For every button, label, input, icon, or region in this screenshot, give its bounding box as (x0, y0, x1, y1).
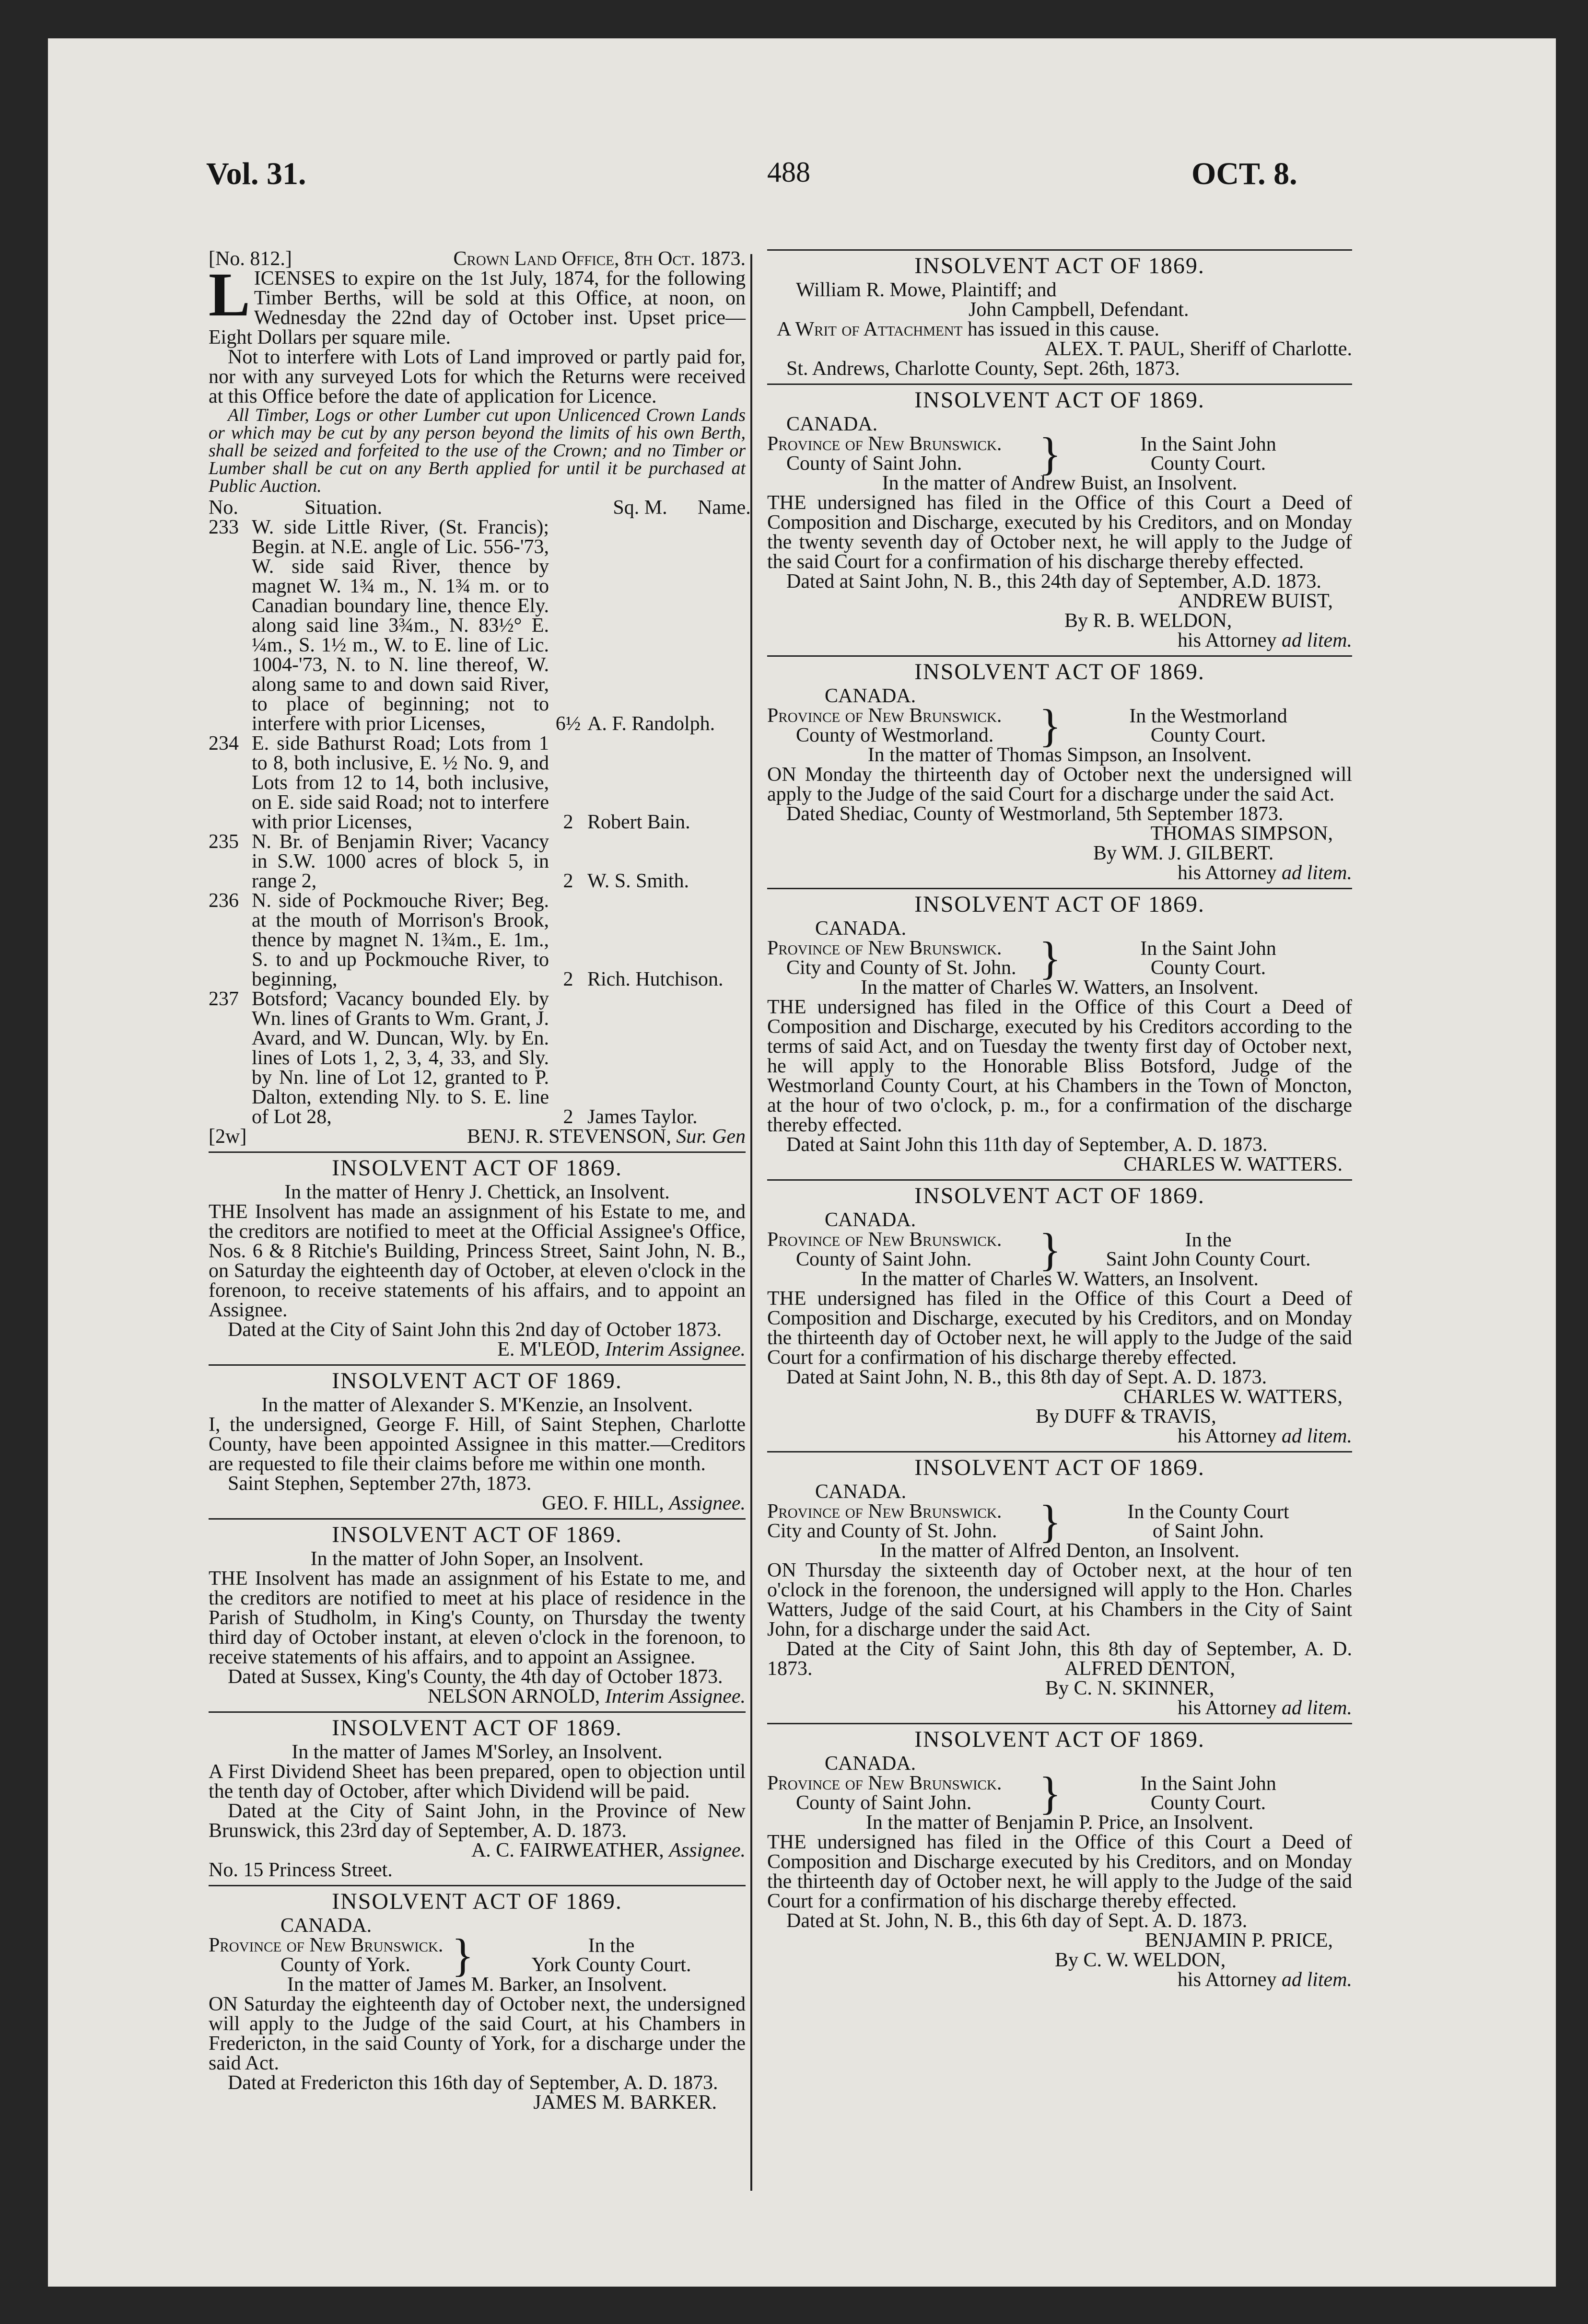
insolvent-notice: INSOLVENT ACT OF 1869. William R. Mowe, Plaintiff; and John Campbell, Defendant. A Writ of Attachment has issued in this cause. ALEX. T. PAUL, Sheriff of Charlotte. St. Andrews, Charlotte County, Sept. 26th, 1873. (767, 254, 1352, 379)
gazette-page (48, 38, 1556, 2287)
notice-title: INSOLVENT ACT OF 1869. (332, 1889, 622, 1914)
brace-glyph: } (1039, 932, 1062, 984)
berth-row: 235 N. Br. of Benjamin River; Vacancy in S.W. 1000 acres of block 5, in range 2, 2 W. S. Smith. (209, 831, 689, 892)
brace-glyph: } (1039, 1767, 1062, 1819)
notice-title: INSOLVENT ACT OF 1869. (914, 659, 1205, 685)
insolvent-notice: INSOLVENT ACT OF 1869. CANADA. Province of New Brunswick. City and County of St. John. } In the Saint John County Court. In the matter of Charles W. Watters, an Insolvent. THE undersigned has filed in the Office of this Court a Deed of Composition and Discharge, executed by his Creditors according to the terms of said Act, and on Tuesday the twenty first day of October next, he will apply to the Honorable Bliss Botsford, Judge of the Westmorland County Court, at his Chambers in the Town of Moncton, at the hour of two o'clock, p. m., for a confirmation of the discharge thereby effected. Dated at Saint John this 11th day of September, A. D. 1873. CHARLES W. WATTERS. (767, 892, 1352, 1175)
insolvent-notice: INSOLVENT ACT OF 1869. In the matter of James M'Sorley, an Insolvent. A First Dividend Sheet has been prepared, open to objection until the tenth day of October, after which Dividend will be paid. Dated at the City of Saint John, in the Province of New Brunswick, this 23rd day of September, A. D. 1873. A. C. FAIRWEATHER, Assignee. No. 15 Princess Street. (209, 1715, 746, 1881)
brace-glyph: } (1039, 428, 1062, 479)
matter-line: In the matter of Alexander S. M'Kenzie, an Insolvent. (261, 1394, 693, 1416)
berth-row: 233 W. side Little River, (St. Francis); Begin. at N.E. angle of Lic. 556-'73, W. side said River, thence by magnet W. 1¾ m., N. 1¾ m. or to Canadian boundary line, thence Ely. along said line 3¾m., N. 83½° E. ¼m., S. 1½ m., W. to E. line of Lic. 1004-'73, N. to N. line thereof, W. along same to and down said River, to place of beginning; not to interfere with prior Licenses, 6½ A. F. Randolph. (209, 516, 715, 735)
matter-line: In the matter of James M'Sorley, an Insolvent. (292, 1741, 663, 1763)
matter-line: In the matter of James M. Barker, an Insolvent. (287, 1974, 667, 1996)
notice-divider (209, 1364, 746, 1366)
berth-row: 236 N. side of Pockmouche River; Beg. at the mouth of Morrison's Brook, thence by magnet N. 1¾m., E. 1m., S. to and up Pockmouche River, to beginning, 2 Rich. Hutchison. (209, 890, 724, 990)
insolvent-notice: INSOLVENT ACT OF 1869. CANADA. Province of New Brunswick. County of Saint John. } In the Saint John County Court. In the matter of Charles W. Watters, an Insolvent. THE undersigned has filed in the Office of this Court a Deed of Composition and Discharge, executed by his Creditors, and on Monday the thirteenth day of October next, he will apply to the Judge of the said Court for a confirmation of his discharge thereby effected. Dated at Saint John, N. B., this 8th day of Sept. A. D. 1873. CHARLES W. WATTERS, By DUFF & TRAVIS, his Attorney ad litem. (767, 1183, 1352, 1447)
matter-line: In the matter of Henry J. Chettick, an Insolvent. (284, 1181, 670, 1203)
berth-row: 234 E. side Bathurst Road; Lots from 1 to 8, both inclusive, E. ½ No. 9, and Lots from 12 to 14, both inclusive, on E. side said Road; not to interfere with prior Licenses, 2 Robert Bain. (209, 732, 690, 833)
notice-title: INSOLVENT ACT OF 1869. (332, 1715, 622, 1741)
notice-divider (767, 655, 1352, 657)
insolvent-notice: INSOLVENT ACT OF 1869. CANADA. Province of New Brunswick. County of Saint John. } In the Saint John County Court. In the matter of Benjamin P. Price, an Insolvent. THE undersigned has filed in the Office of this Court a Deed of Composition and Discharge executed by his Creditors, and on Monday the thirteenth day of October next, he will apply to the Judge of the said Court for a confirmation of his discharge thereby effected. Dated at St. John, N. B., this 6th day of Sept. A. D. 1873. BENJAMIN P. PRICE, By C. W. WELDON, his Attorney ad litem. (767, 1727, 1352, 1991)
column-divider (750, 254, 752, 2191)
notice-title: INSOLVENT ACT OF 1869. (914, 1727, 1205, 1752)
notice-divider (767, 888, 1352, 889)
matter-line: In the matter of Charles W. Watters, an Insolvent. (861, 976, 1259, 999)
matter-line: In the matter of Charles W. Watters, an Insolvent. (861, 1268, 1259, 1290)
insolvent-notice: INSOLVENT ACT OF 1869. In the matter of John Soper, an Insolvent. THE Insolvent has made an assignment of his Estate to me, and the creditors are notified to meet at his place of residence in the Parish of Studholm, in King's County, on Thursday the twenty third day of October instant, at eleven o'clock in the forenoon, to receive statements of his affairs, and to appoint an Assignee. Dated at Sussex, King's County, the 4th day of October 1873. NELSON ARNOLD, Interim Assignee. (209, 1522, 746, 1708)
brace-glyph: } (1039, 700, 1062, 751)
notice-title: INSOLVENT ACT OF 1869. (332, 1522, 622, 1547)
page-number: 488 (767, 156, 810, 188)
brace-glyph: } (1039, 1224, 1062, 1275)
insolvent-notice: INSOLVENT ACT OF 1869. In the matter of Alexander S. M'Kenzie, an Insolvent. I, the undersigned, George F. Hill, of Saint Stephen, Charlotte County, have been appointed Assignee in this matter.—Creditors are requested to file their claims before me within one month. Saint Stephen, September 27th, 1873. GEO. F. HILL, Assignee. (209, 1368, 746, 1514)
crown-para-2: Not to interfere with Lots of Land improved or partly paid for, nor with any surveyed Lots for which the Returns were received at this Office before the date of application for Licence. (209, 346, 746, 407)
matter-line: In the matter of John Soper, an Insolvent. (310, 1548, 644, 1570)
crown-signature-line: [2w] BENJ. R. STEVENSON, Sur. Gen (209, 1126, 746, 1148)
notice-title: INSOLVENT ACT OF 1869. (914, 387, 1205, 413)
matter-line: In the matter of Alfred Denton, an Insolvent. (880, 1540, 1239, 1562)
matter-line: In the matter of Andrew Buist, an Insolvent. (882, 472, 1238, 494)
notice-divider (209, 1518, 746, 1520)
notice-title: INSOLVENT ACT OF 1869. (914, 892, 1205, 917)
berth-row: 237 Botsford; Vacancy bounded Ely. by Wn. lines of Grants to Wm. Grant, J. Avard, and W. Duncan, Wly. by En. lines of Lots 1, 2, 3, 4, 33, and Sly. by Nn. line of Lot 12, granted to P. Dalton, extending Nly. to S. E. line of Lot 28, 2 James Taylor. (209, 988, 698, 1128)
notice-divider (767, 1179, 1352, 1181)
office-dateline: Crown Land Office, 8th Oct. 1873. (453, 248, 746, 270)
court-block: Province of New Brunswick. County of Saint John. } In the Saint John County Court. (767, 1224, 1311, 1275)
insolvent-notice: INSOLVENT ACT OF 1869. In the matter of Henry J. Chettick, an Insolvent. THE Insolvent has made an assignment of his Estate to me, and the creditors are notified to meet at the Official Assignee's Office, Nos. 6 & 8 Ritchie's Building, Princess Street, Saint John, N. B., on Saturday the eighteenth day of October, at eleven o'clock in the forenoon, to receive statements of his affairs, and to appoint an Assignee. Dated at the City of Saint John this 2nd day of October 1873. E. M'LEOD, Interim Assignee. (209, 1155, 746, 1360)
court-block: Province of New Brunswick. County of York. } In the York County Court. (209, 1929, 691, 1981)
crown-para-1: LICENSES to expire on the 1st July, 1874, for the following Timber Berths, will be sold at this Office, at noon, on Wednesday the 22nd day of October inst. Upset price—Eight Dollars per square mile. (209, 260, 746, 349)
court-block: Province of New Brunswick. County of Saint John. } In the Saint John County Court. (767, 1767, 1276, 1819)
crown-land-notice (209, 248, 751, 1148)
brace-glyph: } (451, 1929, 474, 1981)
notice-title: INSOLVENT ACT OF 1869. (914, 253, 1205, 279)
berth-table-header: No. Situation. Sq. M. Name. (209, 497, 751, 519)
notice-title: INSOLVENT ACT OF 1869. (332, 1368, 622, 1394)
notice-title: INSOLVENT ACT OF 1869. (332, 1155, 622, 1181)
insolvent-notice: INSOLVENT ACT OF 1869. CANADA. Province of New Brunswick. City and County of St. John. } In the County Court of Saint John. In the matter of Alfred Denton, an Insolvent. ON Thursday the sixteenth day of October next, at the hour of ten o'clock in the forenoon, the undersigned will apply to the Hon. Charles Watters, Judge of the said Court, at his Chambers in the City of Saint John, for a discharge under the said Act. Dated at the City of Saint John, this 8th day of September, A. D. 1873. ALFRED DENTON, By C. N. SKINNER, his Attorney ad litem. (767, 1455, 1352, 1719)
insolvent-notice: INSOLVENT ACT OF 1869. CANADA. Province of New Brunswick. County of Saint John. } In the Saint John County Court. In the matter of Andrew Buist, an Insolvent. THE undersigned has filed in the Office of this Court a Deed of Composition and Discharge, executed by his Creditors, and on Monday the twenty seventh day of October next, he will apply to the Judge of the said Court for a confirmation of his discharge thereby effected. Dated at Saint John, N. B., this 24th day of September, A.D. 1873. ANDREW BUIST, By R. B. WELDON, his Attorney ad litem. (767, 387, 1352, 651)
volume-label: Vol. 31. (206, 156, 306, 191)
court-block: Province of New Brunswick. City and County of St. John. } In the County Court of Saint John. (767, 1496, 1289, 1547)
court-block: Province of New Brunswick. County of Westmorland. } In the Westmorland County Court. (767, 700, 1287, 751)
insolvent-notice: INSOLVENT ACT OF 1869. CANADA. Province of New Brunswick. County of Westmorland. } In the Westmorland County Court. In the matter of Thomas Simpson, an Insolvent. ON Monday the thirteenth day of October next the undersigned will apply to the Judge of the said Court for a discharge under the said Act. Dated Shediac, County of Westmorland, 5th September 1873. THOMAS SIMPSON, By WM. J. GILBERT. his Attorney ad litem. (767, 659, 1352, 884)
issue-date: OCT. 8. (1191, 156, 1297, 191)
notice-title: INSOLVENT ACT OF 1869. (914, 1455, 1205, 1480)
notice-title: INSOLVENT ACT OF 1869. (914, 1183, 1205, 1208)
brace-glyph: } (1039, 1496, 1062, 1547)
notice-divider (767, 1723, 1352, 1724)
matter-line: In the matter of Benjamin P. Price, an Insolvent. (865, 1812, 1254, 1834)
notice-divider (209, 1885, 746, 1886)
notice-divider (209, 1151, 746, 1153)
crown-para-3: All Timber, Logs or other Lumber cut upon Unlicenced Crown Lands or which may be cut by any person beyond the limits of his own Berth, shall be seized and forfeited to the use of the Crown; and no Timber or Lumber shall be cut on any Berth applied for until it be purchased at Public Auction. (209, 405, 746, 496)
notice-divider (767, 249, 1352, 251)
notice-divider (767, 383, 1352, 385)
right-column (767, 249, 1352, 1990)
matter-line: In the matter of Thomas Simpson, an Insolvent. (867, 744, 1252, 766)
court-block: Province of New Brunswick. City and County of St. John. } In the Saint John County Court. (767, 932, 1276, 984)
notice-number: [No. 812.] (209, 248, 292, 270)
insolvent-notice: INSOLVENT ACT OF 1869. CANADA. Province of New Brunswick. County of York. } In the York County Court. In the matter of James M. Barker, an Insolvent. ON Saturday the eighteenth day of October next, the undersigned will apply to the Judge of the said Court, at his Chambers in Fredericton, in the said County of York, for a discharge under the said Act. Dated at Fredericton this 16th day of September, A. D. 1873. JAMES M. BARKER. (209, 1889, 746, 2114)
notice-divider (767, 1451, 1352, 1452)
notice-divider (209, 1711, 746, 1713)
left-column (209, 248, 751, 2114)
drop-cap: L (209, 260, 250, 329)
court-block: Province of New Brunswick. County of Saint John. } In the Saint John County Court. (767, 428, 1276, 479)
